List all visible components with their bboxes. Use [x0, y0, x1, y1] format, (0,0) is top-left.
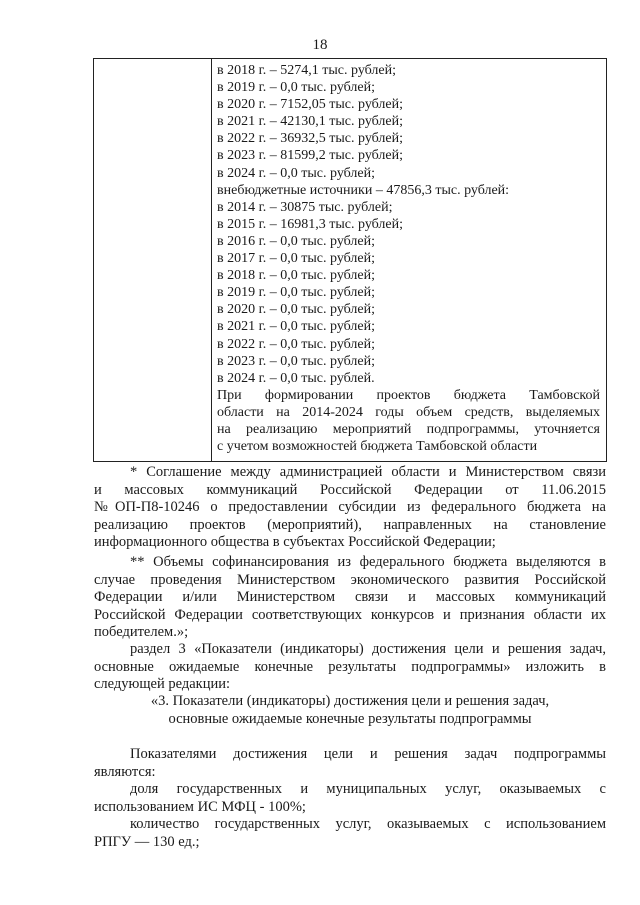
funding-table [93, 58, 607, 462]
text-line: следующей редакции: [94, 676, 231, 693]
table-note-line: области на 2014-2024 годы объем средств, выделяемых [217, 404, 600, 420]
text-line: информационного общества в субъектах Российской Федерации; [94, 534, 496, 551]
text-line: №ОП-П8-10246 о предоставлении субсидии из федерального бюджета на [94, 499, 606, 516]
table-line: в 2015 г. – 16981,3 тыс. рублей; [217, 216, 403, 232]
text-line: случае проведения Министерством экономического развития Российской [94, 571, 606, 588]
text-line: ** Объемы софинансирования из федерального бюджета выделяются в [130, 554, 606, 570]
table-line: в 2017 г. – 0,0 тыс. рублей; [217, 251, 375, 267]
table-line: внебюджетные источники – 47856,3 тыс. рублей: [217, 182, 510, 198]
table-line: в 2022 г. – 0,0 тыс. рублей; [217, 336, 375, 352]
table-cell-funding [217, 62, 600, 455]
text-line: количество государственных услуг, оказываемых с использованием [130, 816, 606, 832]
text-line: РПГУ — 130 ед.; [94, 833, 200, 850]
footnote-cofinancing [94, 554, 606, 642]
table-line: в 2019 г. – 0,0 тыс. рублей; [217, 285, 375, 301]
text-line: Федерации и/или Министерством связи и массовых коммуникаций [94, 589, 606, 606]
text-line: и массовых коммуникаций Российской Федерации от 11.06.2015 [94, 481, 606, 498]
text-line: использованием ИС МФЦ - 100%; [94, 798, 306, 815]
text-line: являются: [94, 763, 156, 780]
section-heading [94, 693, 606, 728]
table-line: в 2020 г. – 0,0 тыс. рублей; [217, 302, 375, 318]
table-line: в 2018 г. – 0,0 тыс. рублей; [217, 268, 375, 284]
table-line: в 2024 г. – 0,0 тыс. рублей. [217, 370, 375, 386]
table-line: в 2016 г. – 0,0 тыс. рублей; [217, 233, 375, 249]
indicator-rpgu-count [94, 816, 606, 851]
text-line: раздел 3 «Показатели (индикаторы) достижения цели и решения задач, [130, 641, 606, 657]
heading-line: основные ожидаемые конечные результаты подпрограммы [168, 710, 532, 727]
table-note [217, 387, 600, 455]
page-number: 18 [312, 37, 328, 53]
table-line: в 2023 г. – 0,0 тыс. рублей; [217, 353, 375, 369]
table-line: в 2023 г. – 81599,2 тыс. рублей; [217, 148, 403, 164]
table-line: в 2022 г. – 36932,5 тыс. рублей; [217, 131, 403, 147]
table-line: в 2021 г. – 42130,1 тыс. рублей; [217, 114, 403, 130]
table-note-line: на реализацию мероприятий подпрограммы, уточняется [217, 421, 600, 437]
table-line: в 2020 г. – 7152,05 тыс. рублей; [217, 97, 403, 113]
table-note-line: При формировании проектов бюджета Тамбовской [217, 387, 600, 403]
table-line: в 2014 г. – 30875 тыс. рублей; [217, 199, 393, 215]
text-line: основные ожидаемые конечные результаты подпрограммы» изложить в [94, 658, 606, 675]
table-line: в 2024 г. – 0,0 тыс. рублей; [217, 165, 375, 181]
section-instruction [94, 641, 606, 694]
table-line: в 2021 г. – 0,0 тыс. рублей; [217, 319, 375, 335]
table-note-line: с учетом возможностей бюджета Тамбовской области [217, 439, 538, 455]
indicators-intro [94, 746, 606, 781]
footnote-agreement [94, 464, 606, 552]
table-line: в 2018 г. – 5274,1 тыс. рублей; [217, 63, 396, 78]
table-line: в 2019 г. – 0,0 тыс. рублей; [217, 80, 375, 96]
text-line: доля государственных и муниципальных услуг, оказываемых с [130, 781, 606, 797]
text-line: Российской Федерации соответствующих конкурсов и признания области их [94, 606, 606, 623]
table-column-divider [211, 59, 212, 461]
text-line: реализацию проектов (мероприятий), направленных на становление [94, 516, 606, 533]
text-line: победителем.»; [94, 624, 189, 641]
text-line: Показателями достижения цели и решения задач подпрограммы [130, 746, 606, 762]
indicator-mfc-share [94, 781, 606, 816]
text-line: * Соглашение между администрацией области и Министерством связи [130, 464, 606, 480]
heading-line: «3. Показатели (индикаторы) достижения цели и решения задач, [150, 693, 550, 709]
